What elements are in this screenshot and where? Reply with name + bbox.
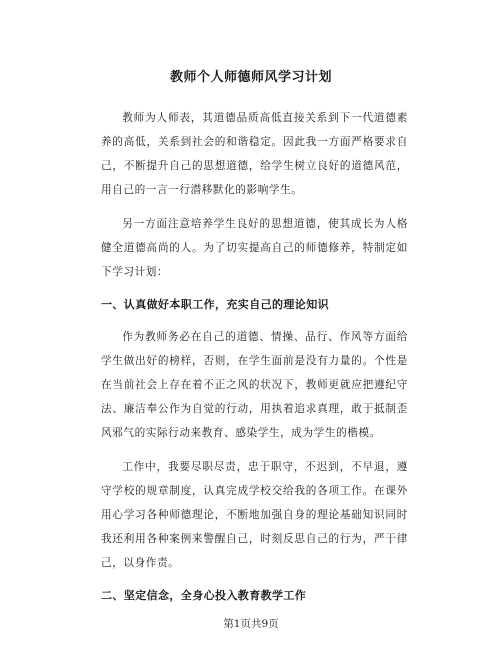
section-1-paragraph-2: 工作中，我要尽职尽责，忠于职守，不迟到，不早退，遵守学校的规章制度，认真完成学校交给我的各项工作。在课外用心学习各种师德理论，不断地加强自身的理论基础知识同时我还利用各种案例来警醒自己，时刻反思自己的行为，严于律己，以身作责。 (101, 461, 408, 569)
section-heading-2: 二、坚定信念，全身心投入教育教学工作 (101, 589, 307, 602)
intro-paragraph-1: 教师为人师表，其道德品质高低直接关系到下一代道德素养的高低，关系到社会的和谐稳定。因此我一方面严格要求自己，不断提升自己的思想道德，给学生树立良好的道德风范，用自己的一言一行潜移默化的影响学生。 (101, 112, 408, 196)
page-indicator: 第1页共9页 (223, 618, 279, 630)
document-body (101, 106, 408, 616)
section-heading-1: 一、认真做好本职工作，充实自己的理论知识 (101, 298, 329, 311)
document-title: 教师个人师德师风学习计划 (169, 70, 332, 85)
section-1-paragraph-1: 作为教师务必在自己的道德、情操、品行、作风等方面给学生做出好的榜样，否则，在学生面前是没有力量的。个性是在当前社会上存在着不正之风的状况下，教师更就应把遵纪守法、廉洁奉公作为自觉的行动，用执着追求真理，敢于抵制歪风邪气的实际行动来教育、感染学生，成为学生的楷模。 (101, 331, 408, 439)
intro-paragraph-2: 另一方面注意培养学生良好的思想道德，使其成长为人格健全道德高尚的人。为了切实提高自己的师德修养，特制定如下学习计划： (101, 218, 408, 278)
